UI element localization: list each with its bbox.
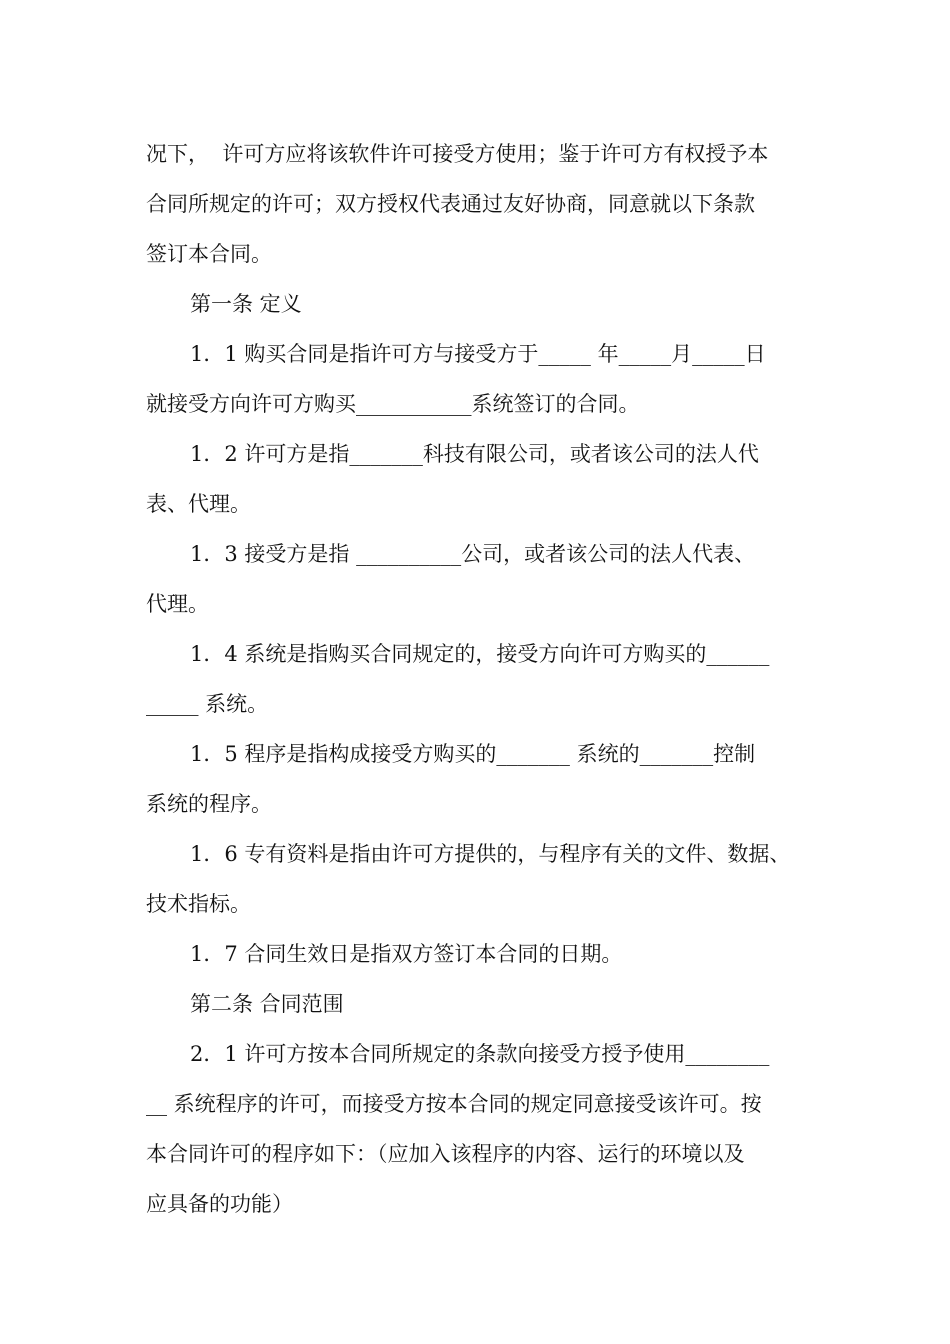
- clause-line: _____ 系统。: [146, 692, 269, 716]
- clause-line: 1．6 专有资料是指由许可方提供的，与程序有关的文件、数据、: [190, 842, 791, 866]
- clause-line: __ 系统程序的许可，而接受方按本合同的规定同意接受该许可。按: [146, 1092, 762, 1116]
- clause-line: 1．1 购买合同是指许可方与接受方于_____ 年_____月_____日: [190, 342, 766, 366]
- clause-line: 代理。: [146, 592, 209, 616]
- clause-line: 就接受方向许可方购买___________系统签订的合同。: [146, 392, 640, 416]
- text-line: 签订本合同。: [146, 242, 272, 266]
- section-heading: 第二条 合同范围: [190, 992, 344, 1016]
- clause-line: 系统的程序。: [146, 792, 272, 816]
- clause-line: 1．3 接受方是指 __________公司，或者该公司的法人代表、: [190, 542, 756, 566]
- clause-line: 1．2 许可方是指_______科技有限公司，或者该公司的法人代: [190, 442, 759, 466]
- clause-line: 应具备的功能）: [146, 1192, 293, 1216]
- section-heading: 第一条 定义: [190, 292, 302, 316]
- clause-line: 表、代理。: [146, 492, 251, 516]
- clause-line: 1．7 合同生效日是指双方签订本合同的日期。: [190, 942, 623, 966]
- clause-line: 1．5 程序是指构成接受方购买的_______ 系统的_______控制: [190, 742, 756, 766]
- clause-line: 1．4 系统是指购买合同规定的，接受方向许可方购买的______: [190, 642, 770, 666]
- clause-line: 2．1 许可方按本合同所规定的条款向接受方授予使用________: [190, 1042, 770, 1066]
- clause-line: 本合同许可的程序如下：（应加入该程序的内容、运行的环境以及: [146, 1142, 745, 1166]
- text-line: 况下， 许可方应将该软件许可接受方使用；鉴于许可方有权授予本: [146, 142, 769, 166]
- text-line: 合同所规定的许可；双方授权代表通过友好协商，同意就以下条款: [146, 192, 755, 216]
- clause-line: 技术指标。: [146, 892, 251, 916]
